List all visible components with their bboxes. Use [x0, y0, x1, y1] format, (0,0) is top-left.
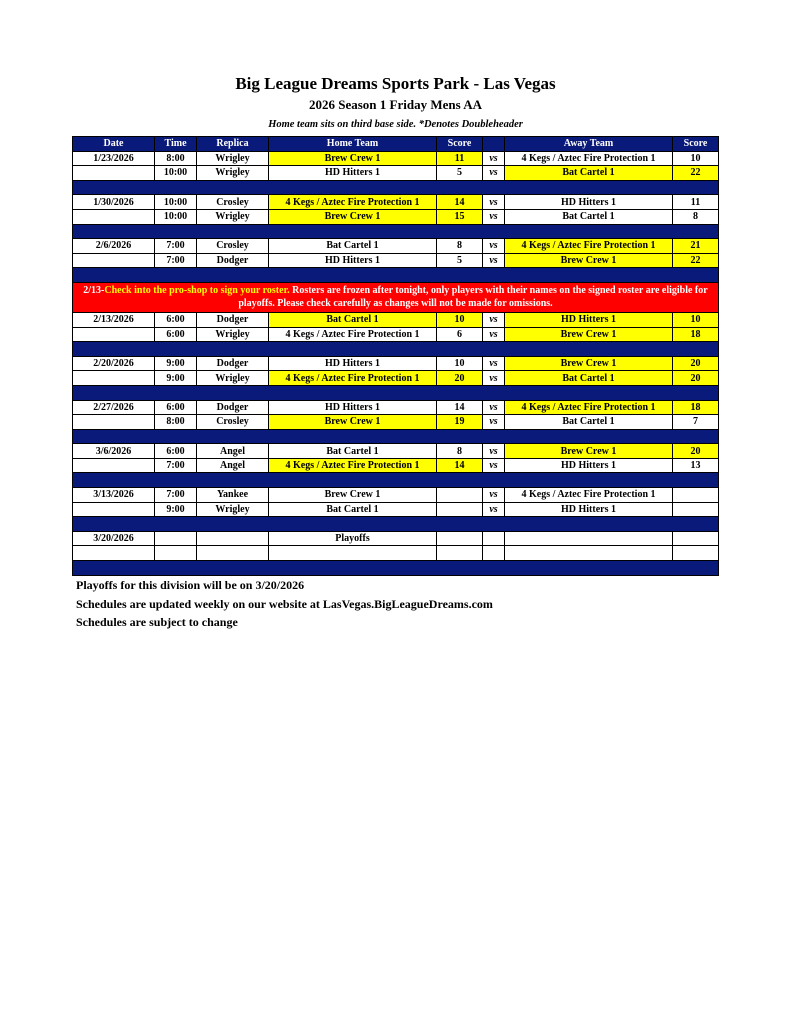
away-score-cell: 18: [673, 327, 719, 342]
home-team-cell: Bat Cartel 1: [269, 312, 437, 327]
replica-cell: [197, 546, 269, 561]
date-cell: [73, 415, 155, 430]
home-team-cell: Brew Crew 1: [269, 209, 437, 224]
separator-cell: [73, 473, 719, 488]
vs-cell: [483, 546, 505, 561]
home-score-cell: [437, 488, 483, 503]
home-team-cell: Brew Crew 1: [269, 151, 437, 166]
col-header-home-team: Home Team: [269, 137, 437, 152]
home-team-cell: 4 Kegs / Aztec Fire Protection 1: [269, 195, 437, 210]
home-team-cell: Bat Cartel 1: [269, 444, 437, 459]
away-score-cell: 7: [673, 415, 719, 430]
notice-highlight: Check into the pro-shop to sign your roster.: [104, 285, 290, 297]
date-cell: 3/13/2026: [73, 488, 155, 503]
home-team-cell: HD Hitters 1: [269, 253, 437, 268]
time-cell: 6:00: [155, 312, 197, 327]
roster-notice: [73, 282, 719, 312]
separator-row: [73, 473, 719, 488]
table-row: [73, 253, 719, 268]
date-cell: 2/27/2026: [73, 400, 155, 415]
replica-cell: Angel: [197, 444, 269, 459]
time-cell: [155, 531, 197, 546]
date-cell: [73, 209, 155, 224]
replica-cell: Crosley: [197, 195, 269, 210]
vs-cell: vs: [483, 356, 505, 371]
notice-text: Rosters are frozen after tonight, only players with their names on the signed roster are eligible for playoffs. Please check carefully as changes will not be made for omissions.: [238, 285, 708, 310]
away-team-cell: Bat Cartel 1: [505, 371, 673, 386]
away-team-cell: Brew Crew 1: [505, 327, 673, 342]
footer-playoffs: Playoffs for this division will be on 3/20/2026: [76, 578, 305, 592]
replica-cell: Angel: [197, 458, 269, 473]
page-title: Big League Dreams Sports Park - Las Vegas: [235, 74, 556, 93]
away-team-cell: Bat Cartel 1: [505, 166, 673, 181]
away-score-cell: 18: [673, 400, 719, 415]
away-team-cell: HD Hitters 1: [505, 312, 673, 327]
table-row: [73, 546, 719, 561]
away-score-cell: 22: [673, 166, 719, 181]
replica-cell: Wrigley: [197, 371, 269, 386]
time-cell: 8:00: [155, 415, 197, 430]
footer-disclaimer: Schedules are subject to change: [76, 615, 238, 629]
separator-cell: [73, 429, 719, 444]
time-cell: 9:00: [155, 502, 197, 517]
time-cell: 6:00: [155, 327, 197, 342]
date-cell: [73, 371, 155, 386]
time-cell: 6:00: [155, 400, 197, 415]
table-row: [73, 371, 719, 386]
away-team-cell: Brew Crew 1: [505, 444, 673, 459]
away-team-cell: 4 Kegs / Aztec Fire Protection 1: [505, 239, 673, 254]
home-team-cell: Bat Cartel 1: [269, 502, 437, 517]
separator-cell: [73, 342, 719, 357]
away-team-cell: Brew Crew 1: [505, 356, 673, 371]
away-score-cell: [673, 531, 719, 546]
home-score-cell: [437, 531, 483, 546]
page-subtitle: 2026 Season 1 Friday Mens AA: [309, 97, 482, 112]
date-cell: 2/13/2026: [73, 312, 155, 327]
vs-cell: vs: [483, 488, 505, 503]
time-cell: [155, 546, 197, 561]
away-score-cell: 22: [673, 253, 719, 268]
table-row: [73, 400, 719, 415]
separator-cell: [73, 561, 719, 576]
date-cell: 3/6/2026: [73, 444, 155, 459]
table-row: [73, 166, 719, 181]
time-cell: 10:00: [155, 195, 197, 210]
table-row: [73, 312, 719, 327]
time-cell: 7:00: [155, 253, 197, 268]
home-team-cell: Playoffs: [269, 531, 437, 546]
away-team-cell: [505, 546, 673, 561]
home-score-cell: [437, 546, 483, 561]
away-score-cell: 21: [673, 239, 719, 254]
col-header-time: Time: [155, 137, 197, 152]
page-note: Home team sits on third base side. *Denotes Doubleheader: [268, 119, 523, 130]
away-score-cell: 20: [673, 444, 719, 459]
replica-cell: Wrigley: [197, 151, 269, 166]
home-score-cell: 14: [437, 458, 483, 473]
replica-cell: [197, 531, 269, 546]
away-score-cell: 8: [673, 209, 719, 224]
table-row: [73, 195, 719, 210]
vs-cell: [483, 531, 505, 546]
vs-cell: vs: [483, 371, 505, 386]
vs-cell: vs: [483, 502, 505, 517]
home-team-cell: Bat Cartel 1: [269, 239, 437, 254]
away-team-cell: 4 Kegs / Aztec Fire Protection 1: [505, 400, 673, 415]
away-score-cell: 11: [673, 195, 719, 210]
vs-cell: vs: [483, 312, 505, 327]
footer-website: Schedules are updated weekly on our website at LasVegas.BigLeagueDreams.com: [76, 597, 493, 611]
table-header-row: [73, 137, 719, 152]
separator-row: [73, 180, 719, 195]
home-score-cell: [437, 502, 483, 517]
vs-cell: vs: [483, 239, 505, 254]
col-header-away-score: Score: [673, 137, 719, 152]
replica-cell: Dodger: [197, 400, 269, 415]
date-cell: [73, 502, 155, 517]
home-team-cell: [269, 546, 437, 561]
home-score-cell: 19: [437, 415, 483, 430]
table-row: [73, 209, 719, 224]
separator-row: [73, 429, 719, 444]
separator-row: [73, 268, 719, 283]
home-score-cell: 11: [437, 151, 483, 166]
separator-row: [73, 561, 719, 576]
home-score-cell: 10: [437, 356, 483, 371]
replica-cell: Wrigley: [197, 209, 269, 224]
time-cell: 10:00: [155, 209, 197, 224]
replica-cell: Crosley: [197, 415, 269, 430]
schedule-table: [72, 136, 719, 576]
time-cell: 7:00: [155, 488, 197, 503]
separator-row: [73, 517, 719, 532]
away-score-cell: 10: [673, 151, 719, 166]
home-score-cell: 5: [437, 253, 483, 268]
date-cell: 2/20/2026: [73, 356, 155, 371]
date-cell: [73, 253, 155, 268]
date-cell: [73, 166, 155, 181]
replica-cell: Wrigley: [197, 166, 269, 181]
table-row: [73, 327, 719, 342]
away-team-cell: HD Hitters 1: [505, 502, 673, 517]
vs-cell: vs: [483, 327, 505, 342]
home-score-cell: 6: [437, 327, 483, 342]
table-row: [73, 356, 719, 371]
col-header-home-score: Score: [437, 137, 483, 152]
vs-cell: vs: [483, 400, 505, 415]
home-score-cell: 14: [437, 195, 483, 210]
away-team-cell: Brew Crew 1: [505, 253, 673, 268]
away-score-cell: 13: [673, 458, 719, 473]
home-score-cell: 20: [437, 371, 483, 386]
away-team-cell: 4 Kegs / Aztec Fire Protection 1: [505, 488, 673, 503]
replica-cell: Dodger: [197, 356, 269, 371]
away-team-cell: 4 Kegs / Aztec Fire Protection 1: [505, 151, 673, 166]
replica-cell: Dodger: [197, 312, 269, 327]
home-team-cell: Brew Crew 1: [269, 415, 437, 430]
replica-cell: Yankee: [197, 488, 269, 503]
date-cell: 2/6/2026: [73, 239, 155, 254]
col-header-vs: [483, 137, 505, 152]
home-score-cell: 15: [437, 209, 483, 224]
away-team-cell: HD Hitters 1: [505, 458, 673, 473]
away-score-cell: 20: [673, 356, 719, 371]
date-cell: 1/30/2026: [73, 195, 155, 210]
home-team-cell: HD Hitters 1: [269, 356, 437, 371]
time-cell: 8:00: [155, 151, 197, 166]
away-score-cell: 10: [673, 312, 719, 327]
time-cell: 9:00: [155, 356, 197, 371]
separator-row: [73, 342, 719, 357]
separator-cell: [73, 517, 719, 532]
away-team-cell: Bat Cartel 1: [505, 209, 673, 224]
home-score-cell: 5: [437, 166, 483, 181]
home-team-cell: HD Hitters 1: [269, 400, 437, 415]
vs-cell: vs: [483, 253, 505, 268]
table-row: [73, 239, 719, 254]
vs-cell: vs: [483, 415, 505, 430]
home-team-cell: 4 Kegs / Aztec Fire Protection 1: [269, 458, 437, 473]
separator-row: [73, 224, 719, 239]
away-team-cell: HD Hitters 1: [505, 195, 673, 210]
table-row: [73, 488, 719, 503]
separator-row: [73, 385, 719, 400]
separator-cell: [73, 268, 719, 283]
date-cell: 3/20/2026: [73, 531, 155, 546]
separator-cell: [73, 385, 719, 400]
home-score-cell: 10: [437, 312, 483, 327]
roster-notice-row: [73, 282, 719, 312]
time-cell: 10:00: [155, 166, 197, 181]
away-score-cell: [673, 488, 719, 503]
table-row: [73, 444, 719, 459]
col-header-away-team: Away Team: [505, 137, 673, 152]
vs-cell: vs: [483, 195, 505, 210]
away-score-cell: [673, 502, 719, 517]
home-score-cell: 14: [437, 400, 483, 415]
time-cell: 9:00: [155, 371, 197, 386]
replica-cell: Dodger: [197, 253, 269, 268]
vs-cell: vs: [483, 458, 505, 473]
vs-cell: vs: [483, 151, 505, 166]
home-team-cell: 4 Kegs / Aztec Fire Protection 1: [269, 371, 437, 386]
vs-cell: vs: [483, 209, 505, 224]
notice-prefix: 2/13-: [83, 285, 105, 297]
date-cell: [73, 327, 155, 342]
vs-cell: vs: [483, 166, 505, 181]
table-row: [73, 151, 719, 166]
away-team-cell: [505, 531, 673, 546]
table-row: [73, 502, 719, 517]
away-score-cell: 20: [673, 371, 719, 386]
home-team-cell: HD Hitters 1: [269, 166, 437, 181]
home-score-cell: 8: [437, 239, 483, 254]
home-team-cell: 4 Kegs / Aztec Fire Protection 1: [269, 327, 437, 342]
table-row: [73, 531, 719, 546]
away-team-cell: Bat Cartel 1: [505, 415, 673, 430]
replica-cell: Wrigley: [197, 502, 269, 517]
separator-cell: [73, 180, 719, 195]
replica-cell: Crosley: [197, 239, 269, 254]
table-row: [73, 415, 719, 430]
col-header-date: Date: [73, 137, 155, 152]
home-score-cell: 8: [437, 444, 483, 459]
home-team-cell: Brew Crew 1: [269, 488, 437, 503]
date-cell: [73, 458, 155, 473]
time-cell: 6:00: [155, 444, 197, 459]
table-row: [73, 458, 719, 473]
time-cell: 7:00: [155, 239, 197, 254]
separator-cell: [73, 224, 719, 239]
col-header-replica: Replica: [197, 137, 269, 152]
away-score-cell: [673, 546, 719, 561]
time-cell: 7:00: [155, 458, 197, 473]
replica-cell: Wrigley: [197, 327, 269, 342]
schedule-body: [73, 151, 719, 575]
date-cell: 1/23/2026: [73, 151, 155, 166]
date-cell: [73, 546, 155, 561]
vs-cell: vs: [483, 444, 505, 459]
